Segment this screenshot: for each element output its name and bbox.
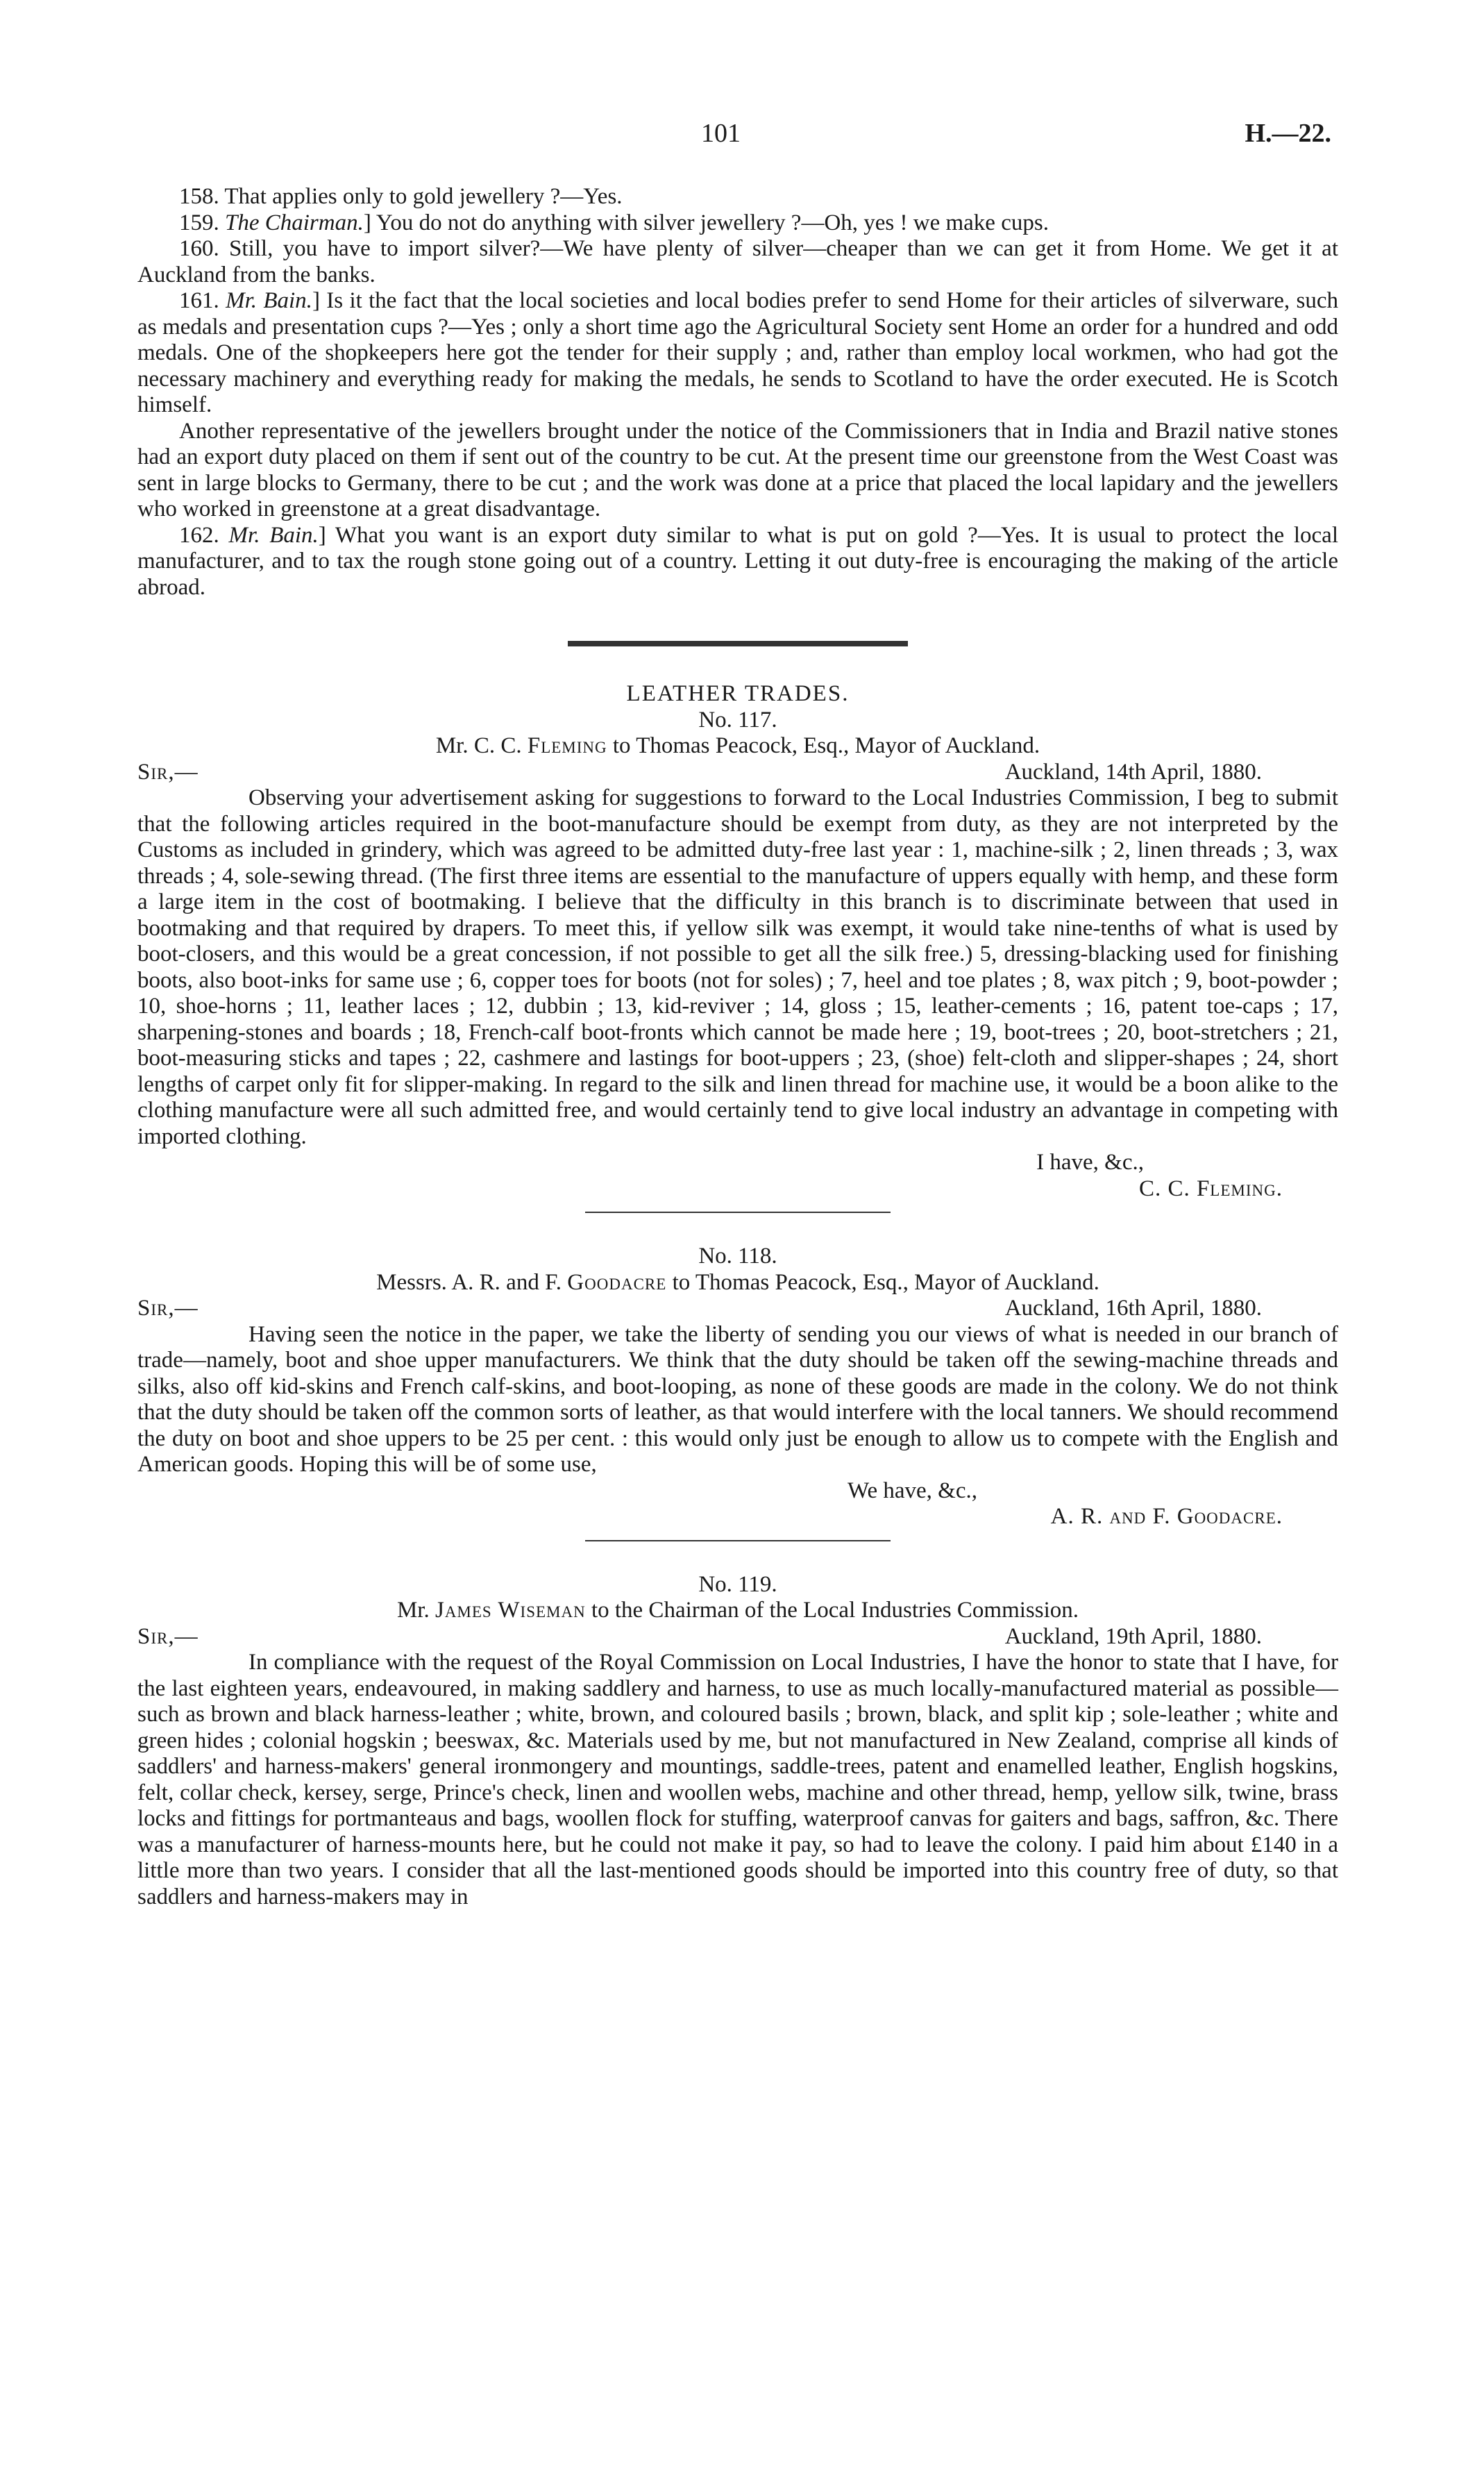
letter-title xyxy=(137,733,1338,760)
section-title: LEATHER TRADES. xyxy=(626,681,850,706)
letter-date: Auckland, 19th April, 1880. xyxy=(1004,1623,1262,1649)
question-161 xyxy=(137,288,1338,419)
letter-number: No. 118. xyxy=(698,1244,777,1269)
section-divider xyxy=(568,641,908,646)
question-text: ] You do not do anything with silver jewellery ?—Oh, yes ! we make cups. xyxy=(363,210,1049,235)
question-162 xyxy=(137,523,1338,601)
sender-name: Fleming xyxy=(527,733,607,758)
page-content xyxy=(137,184,1338,1910)
salutation-line xyxy=(137,760,1338,786)
letter-body: Observing your advertisement asking for suggestions to forward to the Local Industries Commission, I beg to submit that the following articles required in the boot-manufacture should be exempt from duty, as they are not interpreted by the Customs as included in grindery, which was agreed to be admitted duty-free last year : 1, machine-silk ; 2, linen threads ; 3, wax threads ; 4, sole-sewing thread. (The first three items are essential to the manufacture of uppers equally with hemp, and these form a large item in the cost of bootmaking. I believe that the difficulty in this branch is to discriminate between that used in bootmaking and that required by drapers. To meet this, if yellow silk was exempt, it would take nine-tenths of what is used by boot-closers, and this would be a great concession, if not possible to get all the silk free.) 5, dressing-blacking used for finishing boots, also boot-inks for same use ; 6, copper toes for boots (not for soles) ; 7, heel and toe plates ; 8, wax pitch ; 9, boot-powder ; 10, shoe-horns ; 11, leather laces ; 12, dubbin ; 13, kid-reviver ; 14, gloss ; 15, leather-cements ; 16, patent toe-caps ; 17, sharpening-stones and boards ; 18, French-calf boot-fronts which cannot be made here ; 19, boot-trees ; 20, boot-stretchers ; 21, boot-measuring sticks and tapes ; 22, cashmere and lastings for boot-uppers ; 23, (shoe) felt-cloth and slipper-shapes ; 24, short lengths of carpet only fit for slipper-making. In regard to the silk and linen thread for machine use, it would be a boon alike to the clothing manufacture were all such admitted free, and would certainly tend to give local industry an advantage in competing with imported clothing. xyxy=(137,785,1338,1149)
letter-title xyxy=(137,1598,1338,1624)
letter-closing: I have, &c., xyxy=(1036,1150,1144,1175)
letter-title xyxy=(137,1270,1338,1296)
letter-closing: We have, &c., xyxy=(847,1478,977,1503)
speaker: Mr. Bain. xyxy=(226,288,312,313)
question-number: 162. xyxy=(179,522,229,548)
page-header xyxy=(0,118,1484,160)
title-prefix: Messrs. A. R. and F. xyxy=(376,1269,568,1295)
letter-body: In compliance with the request of the Royal Commission on Local Industries, I have the honor to state that I have, for the last eighteen years, endeavoured, in making saddlery and harness, to use as much locally-manufactured material as possible—such as brown and black harness-leather ; white, brown, and coloured basils ; brown, black, and split kip ; sole-leather ; white and green hides ; colonial hogskin ; beeswax, &c. Materials used by me, but not manufactured in New Zealand, comprise all kinds of saddlers' and harness-makers' general ironmongery and mountings, saddle-trees, patent and enamelled leather, English hogskins, felt, collar check, kersey, serge, Prince's check, linen and woollen webs, machine and other thread, hemp, yellow silk, twine, brass locks and fittings for portmanteaus and bags, woollen flock for stuffing, waterproof canvas for gaiters and bags, saffron, &c. There was a manufacturer of harness-mounts here, but he could not make it pay, so had to leave the colony. I paid him about £140 in a little more than two years. I consider that all the last-mentioned goods should be imported into this country free of duty, so that saddlers and harness-makers may in xyxy=(137,1650,1338,1909)
question-158: 158. That applies only to gold jewellery ?—Yes. xyxy=(179,184,623,209)
letter-signature: A. R. and F. Goodacre. xyxy=(1050,1504,1283,1529)
question-number: 159. xyxy=(179,210,225,235)
speaker: Mr. Bain. xyxy=(228,522,319,548)
salutation: Sir,— xyxy=(137,1296,199,1321)
letter-number: No. 119. xyxy=(698,1571,777,1597)
page-number: 101 xyxy=(701,119,741,148)
salutation-line xyxy=(137,1296,1338,1322)
salutation-line xyxy=(137,1624,1338,1650)
question-number: 161. xyxy=(179,288,226,313)
sender-name: Goodacre xyxy=(567,1269,667,1295)
salutation: Sir,— xyxy=(137,1623,199,1649)
letter-date: Auckland, 14th April, 1880. xyxy=(1004,759,1262,785)
salutation: Sir,— xyxy=(137,759,199,785)
title-prefix: Mr. xyxy=(396,1598,435,1623)
title-prefix: Mr. C. C. xyxy=(435,733,528,758)
document-code: H.—22. xyxy=(1245,119,1331,148)
question-160: 160. Still, you have to import silver?—We have plenty of silver—cheaper than we can get it from Home. We get it at Auckland from the banks. xyxy=(137,236,1338,287)
jeweller-representation-paragraph: Another representative of the jewellers brought under the notice of the Commissioners that in India and Brazil native stones had an export duty placed on them if sent out of the country to be cut. At the present time our greenstone from the West Coast was sent in large blocks to Germany, there to be cut ; and the work was done at a price that placed the local lapidary and the jewellers who worked in greenstone at a great disadvantage. xyxy=(137,418,1338,521)
title-suffix: to Thomas Peacock, Esq., Mayor of Auckland. xyxy=(607,733,1040,758)
letter-body: Having seen the notice in the paper, we take the liberty of sending you our views of what is needed in our branch of trade—namely, boot and shoe upper manufacturers. We think that the duty should be taken off the sewing-machine threads and silks, also off kid-skins and French calf-skins, and boot-looping, as none of these goods are made in the colony. We do not think that the duty should be taken off the common sorts of leather, as that would interfere with the local tanners. We should recommend the duty on boot and shoe uppers to be 25 per cent. : this would only just be enough to allow us to compete with the English and American goods. Hoping this will be of some use, xyxy=(137,1321,1338,1477)
question-text: ] What you want is an export duty similar to what is put on gold ?—Yes. It is usual to protect the local manufacturer, and to tax the rough stone going out of a country. Letting it out duty-free is encouraging the making of the article abroad. xyxy=(137,522,1338,600)
speaker: The Chairman. xyxy=(225,210,364,235)
title-suffix: to the Chairman of the Local Industries Commission. xyxy=(585,1598,1079,1623)
letter-signature: C. C. Fleming. xyxy=(1138,1176,1283,1201)
letter-date: Auckland, 16th April, 1880. xyxy=(1004,1296,1262,1321)
sender-name: James Wiseman xyxy=(435,1598,586,1623)
question-159 xyxy=(137,210,1338,237)
letter-number: No. 117. xyxy=(698,707,777,733)
question-text: ] Is it the fact that the local societies and local bodies prefer to send Home for their articles of silverware, such as medals and presentation cups ?—Yes ; only a short time ago the Agricultural Society sent Home an order for a hundred and odd medals. One of the shopkeepers here got the tender for their supply ; and, rather than employ local workmen, who had got the necessary machinery and everything ready for making the medals, he sends to Scotland to have the order executed. He is Scotch himself. xyxy=(137,288,1338,417)
title-suffix: to Thomas Peacock, Esq., Mayor of Auckland. xyxy=(666,1269,1099,1295)
